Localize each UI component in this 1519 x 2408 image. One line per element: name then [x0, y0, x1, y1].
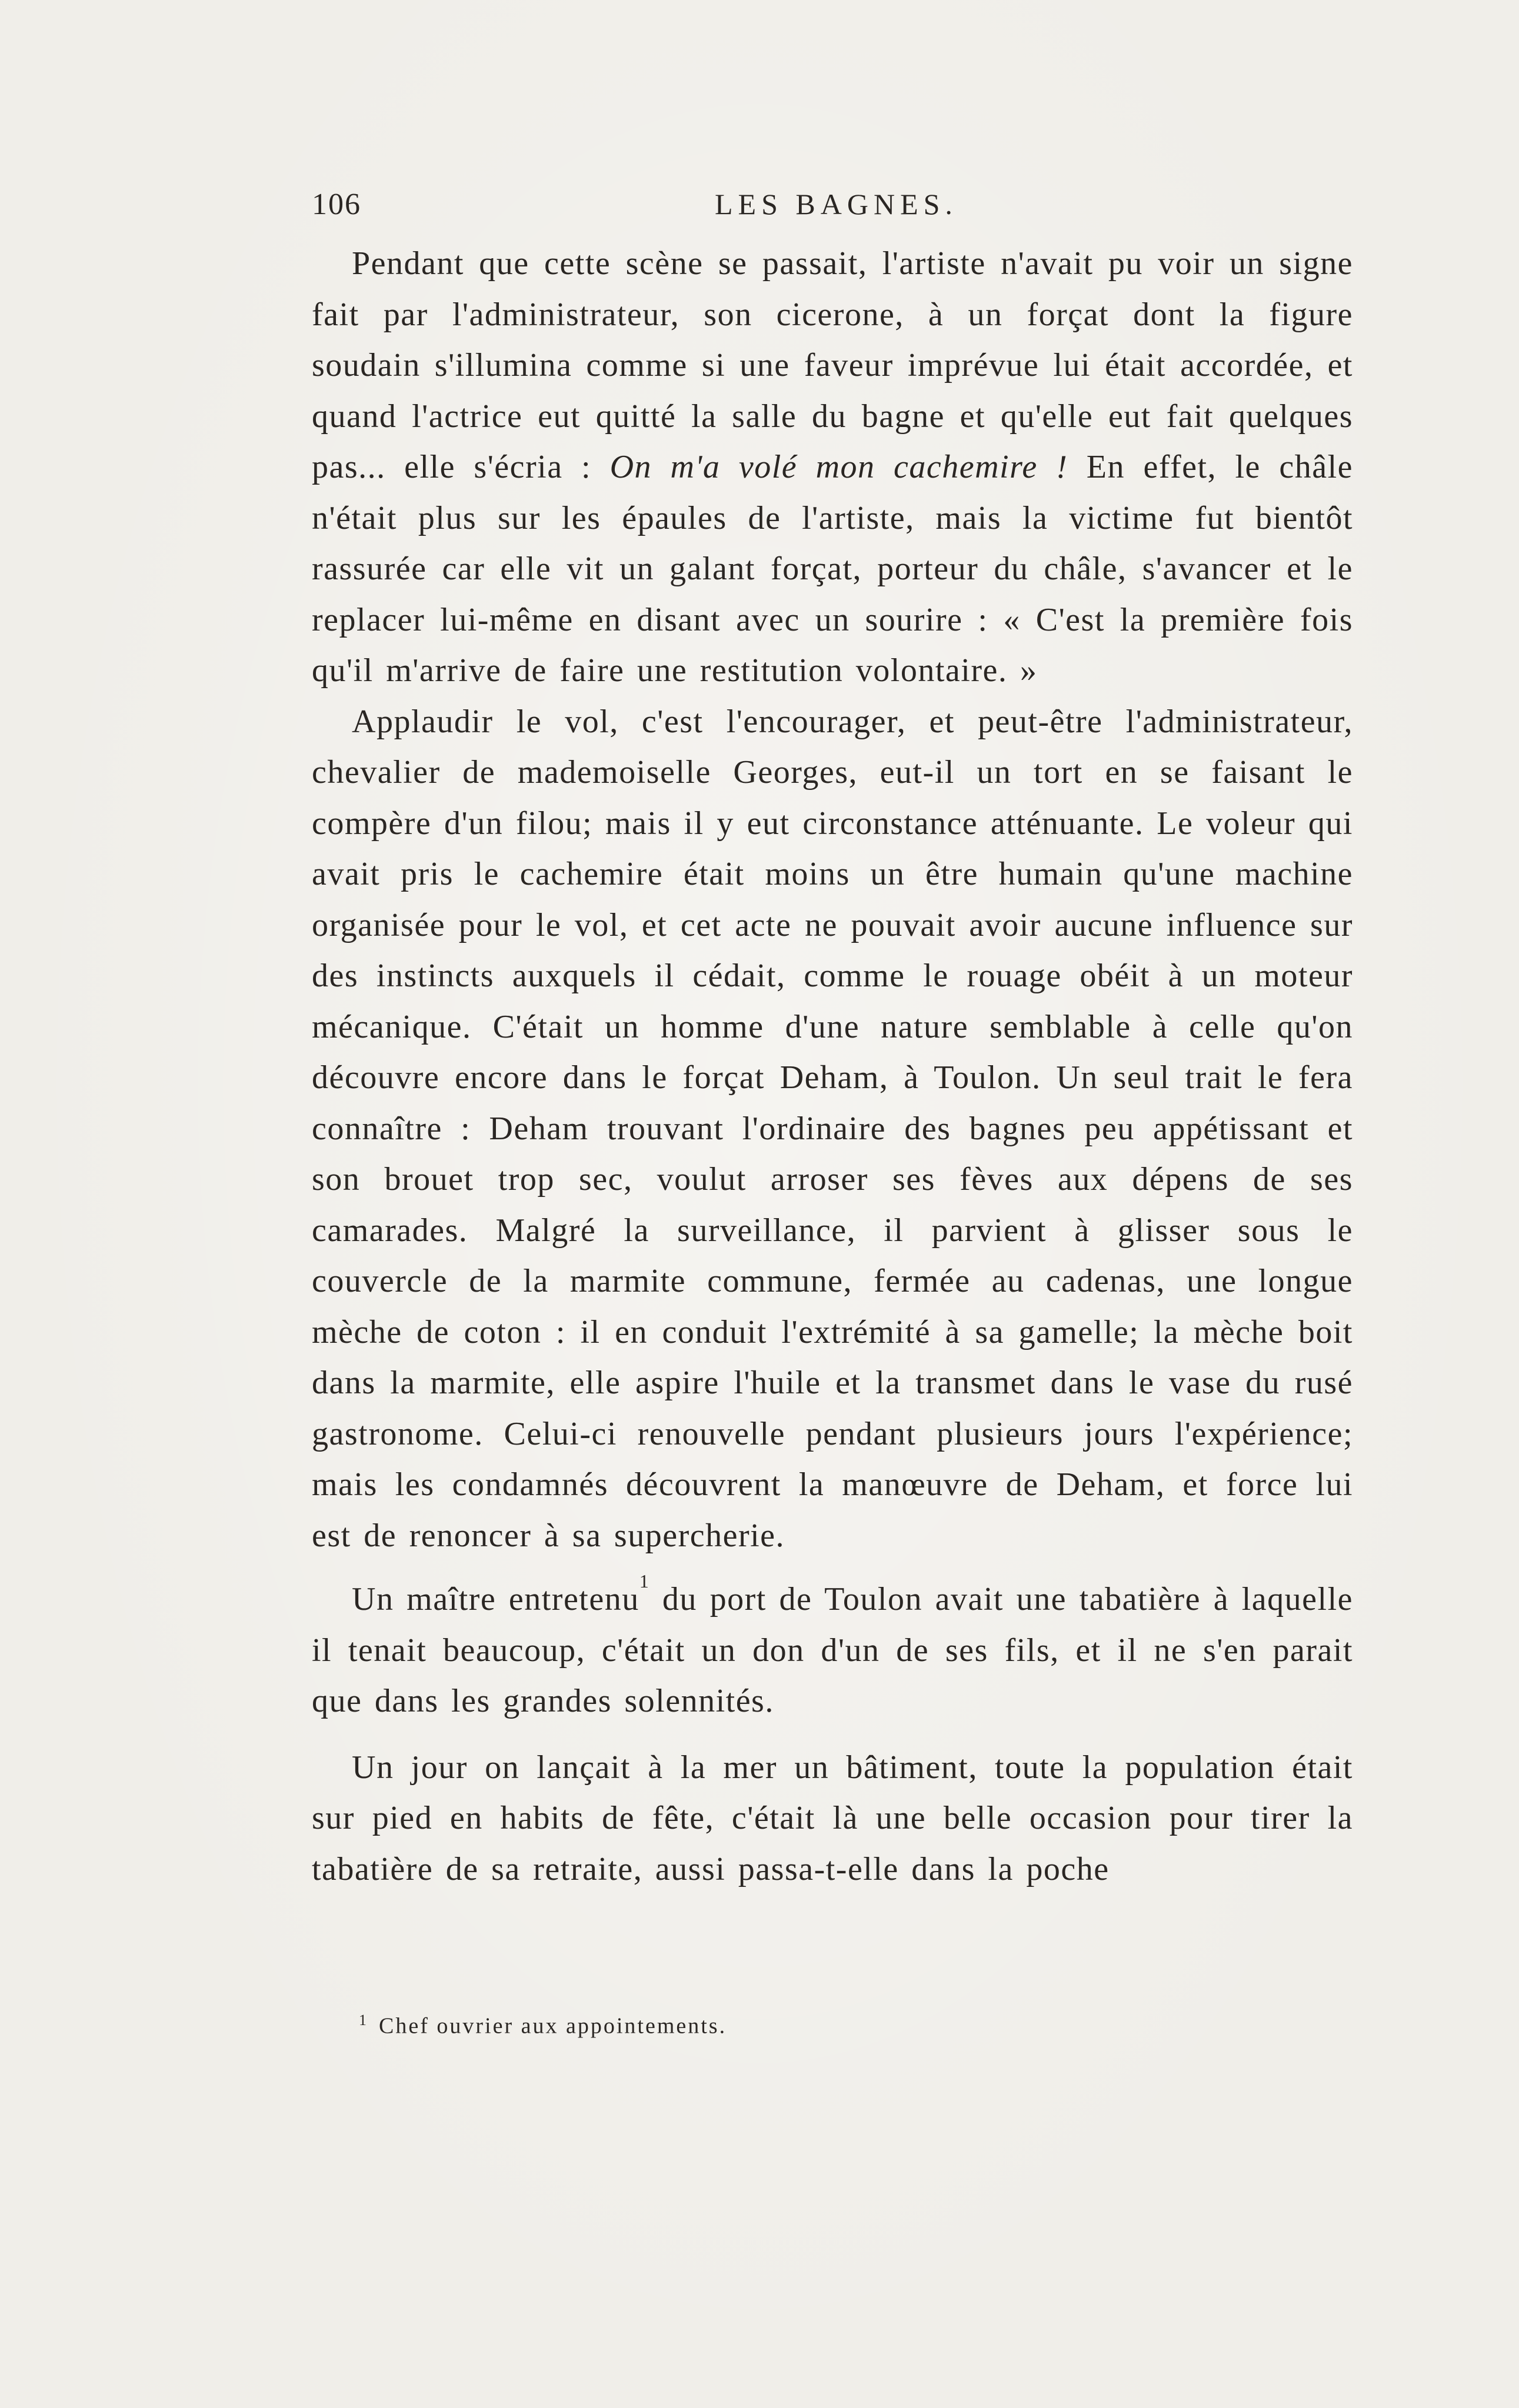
paragraph-3-text-a: Un maître entretenu: [352, 1581, 639, 1617]
running-title: LES BAGNES.: [715, 188, 958, 221]
paragraph-1-italic-quote: On m'a volé mon cachemire !: [609, 449, 1068, 485]
footnote-reference: 1: [639, 1570, 650, 1592]
paragraph-1: [312, 238, 1353, 696]
body-text: [312, 238, 1353, 1895]
paragraph-2: Applaudir le vol, c'est l'encourager, et peut-être l'administrateur, chevalier de mademoiselle Georges, eut-il un tort en se faisant le compère d'un filou; mais il y eut circonstance atténuante. Le voleur qui avait pris le cachemire était moins un être humain qu'une machine organisée pour le vol, et cet acte ne pouvait avoir aucune influence sur des instincts auxquels il cédait, comme le rouage obéit à un moteur mécanique. C'était un homme d'une nature semblable à celle qu'on découvre encore dans le forçat Deham, à Toulon. Un seul trait le fera connaître : Deham trouvant l'ordinaire des bagnes peu appétissant et son brouet trop sec, voulut arroser ses fèves aux dépens de ses camarades. Malgré la surveillance, il parvient à glisser sous le couvercle de la marmite commune, fermée au cadenas, une longue mèche de coton : il en conduit l'extrémité à sa gamelle; la mèche boit dans la marmite, elle aspire l'huile et la transmet dans le vase du rusé gastronome. Celui-ci renouvelle pendant plusieurs jours l'expérience; mais les condamnés découvrent la manœuvre de Deham, et force lui est de renoncer à sa supercherie.: [312, 703, 1353, 1554]
paragraph-1-text-a: Pendant que cette scène se passait, l'artiste n'avait pu voir un signe fait par l'administrateur, son cicerone, à un forçat dont la figure soudain s'illumina comme si une faveur imprévue lui était accordée, et quand l'actrice eut quitté la salle du bagne et qu'elle eut fait quelques pas... elle s'écria :: [312, 245, 1353, 485]
page-header: [312, 187, 1353, 228]
footnote-marker: 1: [359, 2012, 368, 2029]
paragraph-3: [312, 1570, 1353, 1727]
paragraph-1-text-b: En effet, le châle n'était plus sur les épaules de l'artiste, mais la victime fut bientôt rassurée car elle vit un galant forçat, porteur du châle, s'avancer et le replacer lui-même en disant avec un sourire : « C'est la première fois qu'il m'arrive de faire une restitution volontaire. »: [312, 449, 1353, 689]
footnote-text: Chef ouvrier aux appointements.: [379, 2013, 727, 2039]
paragraph-3-text-b: du port de Toulon avait une tabatière à laquelle il tenait beaucoup, c'était un don d'un de ses fils, et il ne s'en parait que dans les grandes solennités.: [312, 1581, 1353, 1719]
paragraph-4: Un jour on lançait à la mer un bâtiment, toute la population était sur pied en habits de fête, c'était là une belle occasion pour tirer la tabatière de sa retraite, aussi passa-t-elle dans la poche: [312, 1749, 1353, 1887]
page-number: 106: [312, 188, 361, 221]
footnote: [359, 2012, 727, 2039]
